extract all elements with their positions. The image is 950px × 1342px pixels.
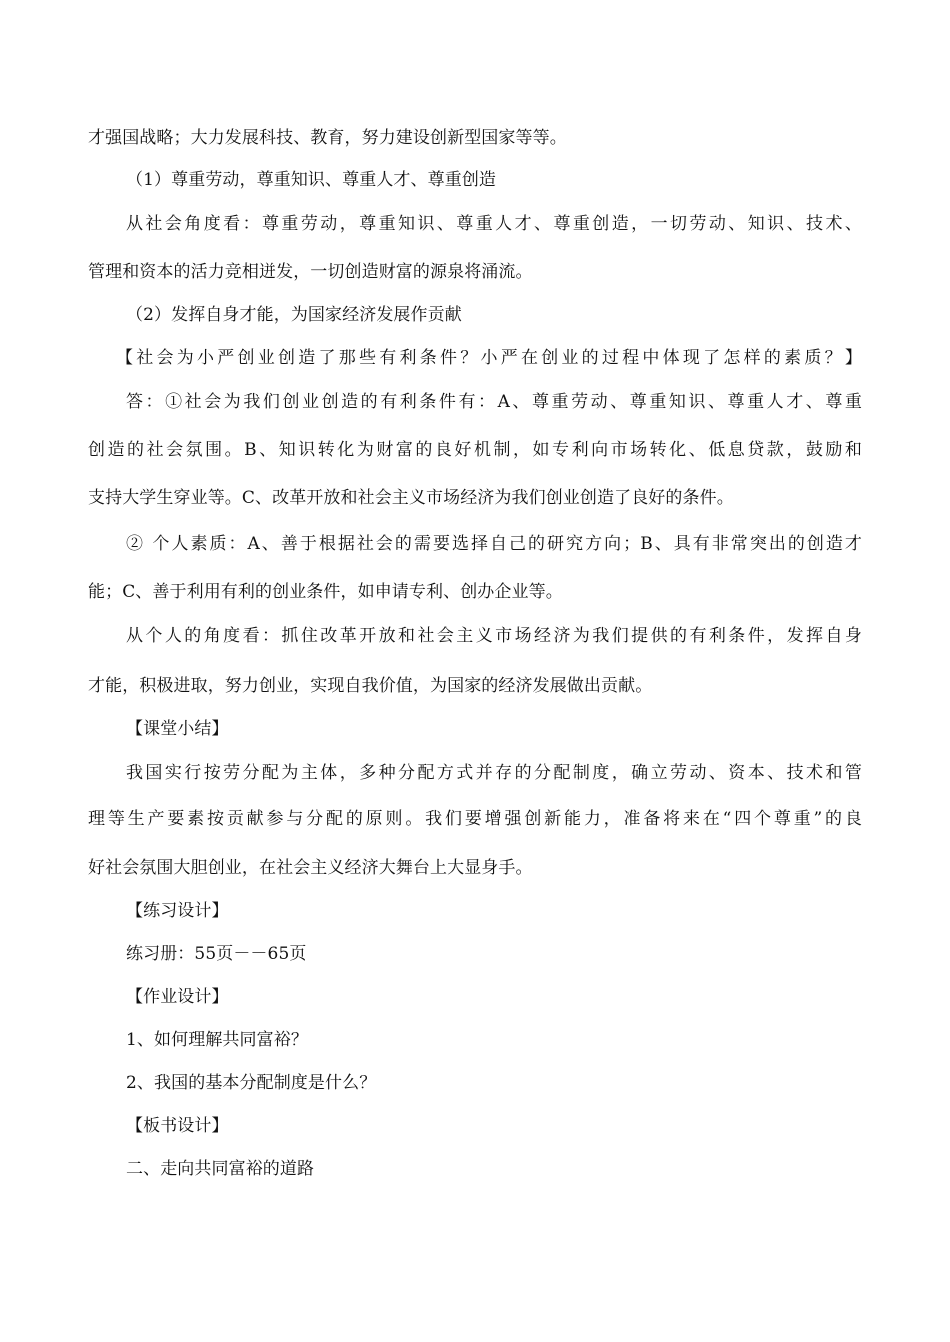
- text-line-24: 二、走向共同富裕的道路: [126, 1159, 315, 1179]
- text-line-20: 【作业设计】: [126, 987, 229, 1007]
- text-line-23: 【板书设计】: [126, 1116, 229, 1136]
- text-line-17: 好社会氛围大胆创业，在社会主义经济大舞台上大显身手。: [88, 858, 533, 878]
- text-line-11: 能；C、善于利用有利的创业条件，如申请专利、创办企业等。: [88, 582, 563, 602]
- text-line-1: 才强国战略；大力发展科技、教育，努力建设创新型国家等等。: [88, 128, 567, 148]
- text-line-13: 才能，积极进取，努力创业，实现自我价值，为国家的经济发展做出贡献。: [88, 676, 653, 696]
- text-line-8: 创造的社会氛围。B、知识转化为财富的良好机制，如专利向市场转化、低息贷款，鼓励和: [88, 440, 862, 460]
- text-line-7: 答：①社会为我们创业创造的有利条件有：A、尊重劳动、尊重知识、尊重人才、尊重: [126, 392, 862, 412]
- text-line-18: 【练习设计】: [126, 901, 229, 921]
- text-line-6: 【社会为小严创业创造了那些有利条件？小严在创业的过程中体现了怎样的素质？】: [116, 348, 862, 368]
- text-line-10: ② 个人素质：A、善于根据社会的需要选择自己的研究方向；B、具有非常突出的创造才: [126, 534, 862, 554]
- text-line-4: 管理和资本的活力竞相迸发，一切创造财富的源泉将涌流。: [88, 262, 533, 282]
- text-line-21: 1、如何理解共同富裕？: [126, 1030, 308, 1050]
- text-line-5: （2）发挥自身才能，为国家经济发展作贡献: [126, 305, 462, 325]
- text-line-15: 我国实行按劳分配为主体，多种分配方式并存的分配制度，确立劳动、资本、技术和管: [126, 763, 862, 783]
- text-line-19: 练习册：55页－－65页: [126, 944, 307, 964]
- text-line-2: （1）尊重劳动，尊重知识、尊重人才、尊重创造: [126, 170, 497, 190]
- text-line-3: 从社会角度看：尊重劳动，尊重知识、尊重人才、尊重创造，一切劳动、知识、技术、: [126, 214, 862, 234]
- text-line-9: 支持大学生穿业等。C、改革开放和社会主义市场经济为我们创业创造了良好的条件。: [88, 488, 734, 508]
- text-line-16: 理等生产要素按贡献参与分配的原则。我们要增强创新能力，准备将来在“四个尊重”的良: [88, 809, 862, 829]
- text-line-22: 2、我国的基本分配制度是什么？: [126, 1073, 377, 1093]
- text-line-12: 从个人的角度看：抓住改革开放和社会主义市场经济为我们提供的有利条件，发挥自身: [126, 626, 862, 646]
- text-line-14: 【课堂小结】: [126, 719, 229, 739]
